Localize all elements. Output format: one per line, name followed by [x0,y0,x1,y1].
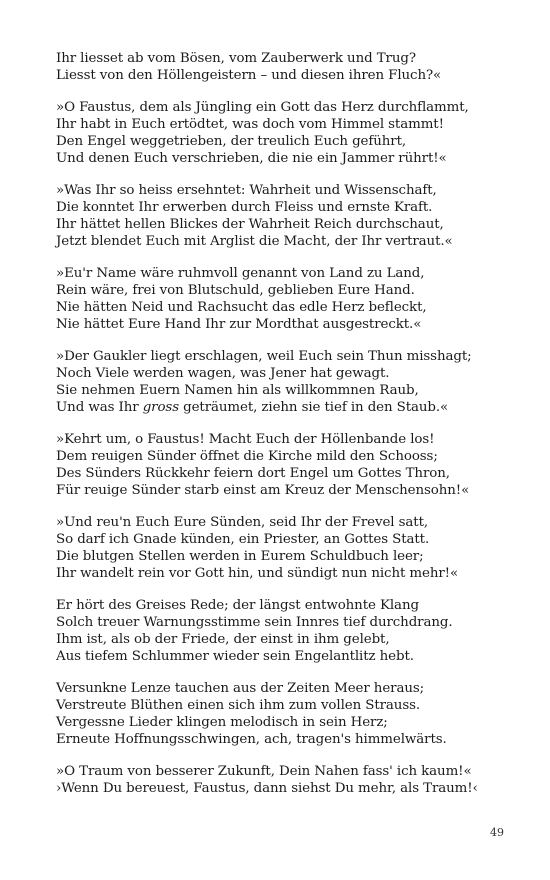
verse-line: Und was Ihr gross geträumet, ziehn sie tief in den Staub.« [56,400,449,415]
verse-line: Versunkne Lenze tauchen aus der Zeiten Meer heraus; [56,681,425,696]
verse-line: »O Faustus, dem als Jüngling ein Gott das Herz durchflammt, [56,100,469,115]
verse-line: Liesst von den Höllengeistern – und diesen ihren Fluch?« [56,68,442,83]
verse-line: Des Sünders Rückkehr feiern dort Engel um Gottes Thron, [56,466,450,481]
verse-line: »Eu'r Name wäre ruhmvoll genannt von Land zu Land, [56,266,425,281]
verse-line: Ihr hättet hellen Blickes der Wahrheit Reich durchschaut, [56,217,444,232]
stanza [56,431,536,499]
verse-line: Für reuige Sünder starb einst am Kreuz der Menschensohn!« [56,483,470,498]
verse-line: Nie hättet Eure Hand Ihr zur Mordthat ausgestreckt.« [56,317,422,332]
verse-line: »Was Ihr so heiss ersehntet: Wahrheit und Wissenschaft, [56,183,437,198]
verse-line: ›Wenn Du bereuest, Faustus, dann siehst Du mehr, als Traum!‹ [56,781,478,796]
verse-line: »Der Gaukler liegt erschlagen, weil Euch sein Thun misshagt; [56,349,472,364]
poem-body [56,50,536,797]
stanza [56,182,536,250]
stanza [56,680,536,748]
verse-line: Sie nehmen Euern Namen hin als willkommnen Raub, [56,383,419,398]
verse-line: So darf ich Gnade künden, ein Priester, an Gottes Statt. [56,532,430,547]
verse-line: »Und reu'n Euch Eure Sünden, seid Ihr der Frevel satt, [56,515,429,530]
verse-line: Noch Viele werden wagen, was Jener hat gewagt. [56,366,390,381]
page-number: 49 [490,826,504,839]
stanza [56,514,536,582]
verse-line: »O Traum von besserer Zukunft, Dein Nahen fass' ich kaum!« [56,764,472,779]
verse-line: Die blutgen Stellen werden in Eurem Schuldbuch leer; [56,549,424,564]
verse-line: Er hört des Greises Rede; der längst entwohnte Klang [56,598,419,613]
stanza [56,99,536,167]
verse-line: »Kehrt um, o Faustus! Macht Euch der Höllenbande los! [56,432,435,447]
stanza [56,50,536,84]
verse-line: Ihr habt in Euch ertödtet, was doch vom Himmel stammt! [56,117,444,132]
poem-page [56,50,536,812]
stanza [56,265,536,333]
verse-line: Rein wäre, frei von Blutschuld, geblieben Eure Hand. [56,283,415,298]
verse-line: Dem reuigen Sünder öffnet die Kirche mild den Schooss; [56,449,438,464]
verse-line: Ihr liesset ab vom Bösen, vom Zauberwerk und Trug? [56,51,416,66]
verse-line: Jetzt blendet Euch mit Arglist die Macht, der Ihr vertraut.« [56,234,453,249]
verse-line: Vergessne Lieder klingen melodisch in sein Herz; [56,715,388,730]
verse-line: Erneute Hoffnungsschwingen, ach, tragen's himmelwärts. [56,732,447,747]
verse-line: Ihm ist, als ob der Friede, der einst in ihm gelebt, [56,632,390,647]
verse-line: Verstreute Blüthen einen sich ihm zum vollen Strauss. [56,698,421,713]
stanza [56,597,536,665]
verse-line: Ihr wandelt rein vor Gott hin, und sündigt nun nicht mehr!« [56,566,459,581]
stanza [56,348,536,416]
verse-line: Nie hätten Neid und Rachsucht das edle Herz befleckt, [56,300,427,315]
stanza [56,763,536,797]
verse-line: Solch treuer Warnungsstimme sein Innres tief durchdrang. [56,615,453,630]
verse-line: Und denen Euch verschrieben, die nie ein Jammer rührt!« [56,151,447,166]
verse-line: Aus tiefem Schlummer wieder sein Engelantlitz hebt. [56,649,414,664]
verse-line: Den Engel weggetrieben, der treulich Euch geführt, [56,134,407,149]
verse-line: Die konntet Ihr erwerben durch Fleiss und ernste Kraft. [56,200,433,215]
